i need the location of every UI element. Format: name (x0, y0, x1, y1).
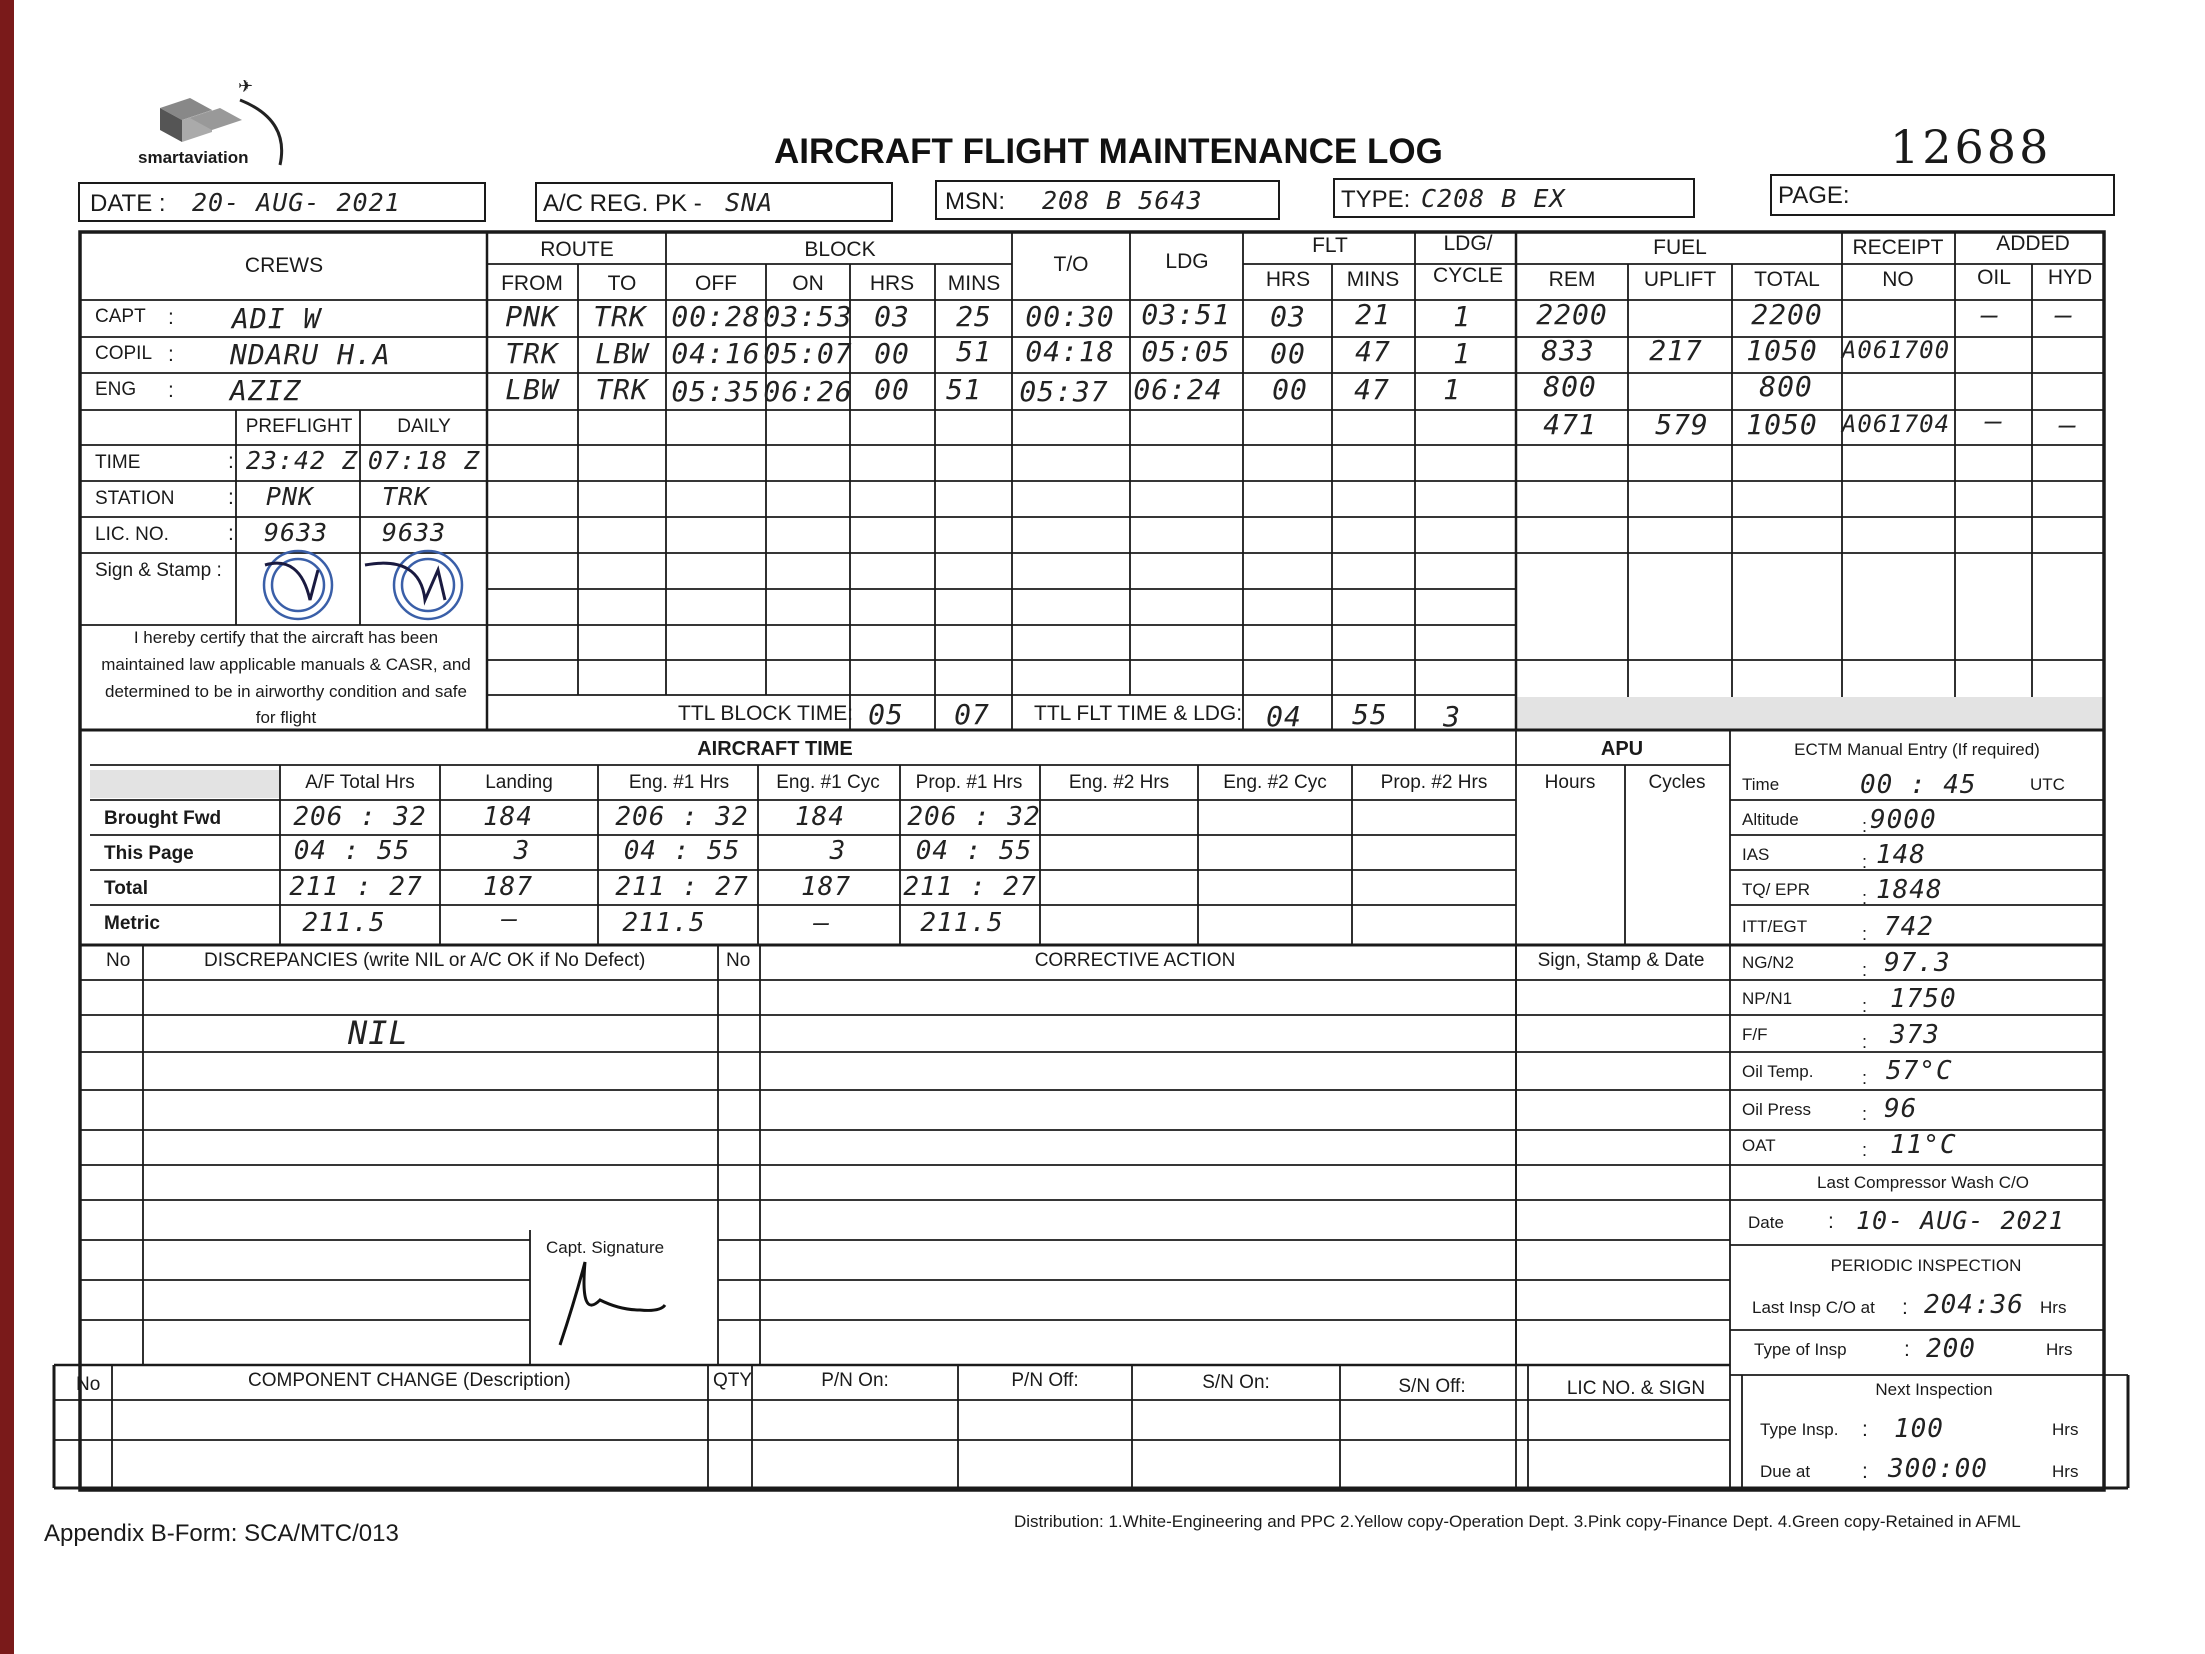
aircraft-time-title: AIRCRAFT TIME (697, 738, 853, 760)
compressor-date-colon: : (1828, 1210, 1834, 1233)
h-from: FROM (501, 272, 563, 295)
row2-hrs: 00 (874, 337, 910, 370)
crew-role-eng: ENG (95, 379, 137, 400)
compressor-date-label: Date (1748, 1213, 1784, 1232)
row2-from: TRK (505, 337, 559, 370)
ectm-value-time: 00 : 45 (1860, 770, 1977, 800)
type-insp-unit: Hrs (2046, 1340, 2073, 1359)
next-type-unit: Hrs (2052, 1420, 2079, 1439)
due-at-value: 300:00 (1888, 1454, 1988, 1484)
h-crews: CREWS (244, 254, 324, 277)
row3-from: LBW (505, 373, 559, 406)
next-type-value: 100 (1894, 1414, 1944, 1444)
svg-text:✈: ✈ (238, 80, 254, 96)
row1-off: 00:28 (671, 300, 761, 333)
row3-off: 05:35 (671, 375, 761, 408)
disc-no-label: No (106, 950, 131, 971)
row2-to: LBW (595, 337, 649, 370)
lic-preflight: 9633 (263, 518, 329, 547)
ectm-colons: : : : : : : : : : : (1862, 816, 1868, 1160)
tot-eng1-hrs: 211 : 27 (615, 872, 749, 902)
logo-text: smartaviation (138, 148, 249, 167)
corrective-title: CORRECTIVE ACTION (1034, 950, 1236, 971)
crew-colon-2: : (168, 343, 174, 366)
ectm-value-tq: 1848 (1876, 875, 1943, 905)
h-ldg-cycle-1: LDG/ (1443, 232, 1493, 255)
reg-label: A/C REG. PK - (543, 190, 702, 217)
row2-mins: 51 (956, 335, 992, 368)
apu-hours: Hours (1544, 772, 1596, 793)
ectm-label-oil-press: Oil Press (1742, 1100, 1811, 1119)
met-landing: – (501, 904, 519, 934)
comp-pn-off: P/N Off: (1011, 1370, 1079, 1391)
row1-t-o: 00:30 (1025, 300, 1115, 333)
certify-line-2: maintained law applicable manuals & CASR, and (101, 655, 471, 674)
due-at-colon: : (1862, 1460, 1868, 1483)
row3-hrs: 00 (874, 373, 910, 406)
crew-role-capt: CAPT (95, 306, 146, 327)
fuel4-oil: – (1985, 404, 2003, 437)
capt-signature-label: Capt. Signature (546, 1238, 665, 1257)
ectm-value-itt: 742 (1884, 912, 1934, 942)
fuel1-rem: 2200 (1536, 298, 1608, 331)
h-flt-hrs: HRS (1265, 268, 1311, 291)
ectm-label-altitude: Altitude (1742, 810, 1799, 829)
h-hyd: HYD (2047, 266, 2093, 289)
row2-off: 04:16 (671, 337, 761, 370)
msn-label: MSN: (945, 188, 1005, 215)
row2-ldg: 05:05 (1141, 335, 1231, 368)
row1-to: TRK (593, 300, 647, 333)
ttl-flt-mins: 55 (1352, 698, 1388, 731)
fuel4-receipt: A061704 (1841, 410, 1951, 438)
h-fuel: FUEL (1653, 236, 1707, 259)
colon-lic: : (228, 522, 234, 545)
row3-flt-mins: 47 (1354, 373, 1390, 406)
ectm-value-np: 1750 (1890, 984, 1957, 1014)
last-insp-value: 204:36 (1924, 1290, 2024, 1320)
h-uplift: UPLIFT (1643, 268, 1717, 291)
h-to-time: T/O (1053, 253, 1089, 276)
row1-on: 03:53 (763, 300, 853, 333)
form-title: AIRCRAFT FLIGHT MAINTENANCE LOG (774, 132, 1443, 171)
reg-value: SNA (725, 188, 774, 217)
next-type-label: Type Insp. (1760, 1420, 1839, 1439)
h-on: ON (792, 272, 824, 295)
comp-lic: LIC NO. & SIGN (1566, 1378, 1706, 1399)
fuel2-rem: 833 (1541, 334, 1595, 367)
ectm-unit-time: UTC (2030, 775, 2065, 794)
ectm-value-oil-press: 96 (1884, 1094, 1918, 1124)
ttl-block-mins: 07 (954, 698, 990, 731)
fuel4-hyd: – (2059, 408, 2077, 441)
row1-mins: 25 (956, 300, 992, 333)
row3-t-o: 05:37 (1019, 375, 1109, 408)
row-this-page: This Page (104, 843, 194, 864)
fuel2-total: 1050 (1746, 334, 1818, 367)
crew-colon-3: : (168, 379, 174, 402)
tot-prop1: 211 : 27 (903, 872, 1037, 902)
fuel1-oil: – (1981, 298, 1999, 331)
type-insp-label: Type of Insp (1754, 1340, 1847, 1359)
certify-line-3: determined to be in airworthy condition and safe (105, 682, 467, 701)
ttl-block-hrs: 05 (868, 698, 904, 731)
col-eng2-cyc: Eng. #2 Cyc (1223, 772, 1327, 793)
ttl-flt-label: TTL FLT TIME & LDG: (1034, 702, 1243, 725)
comp-qty: QTY (713, 1370, 753, 1391)
ectm-label-ias: IAS (1742, 845, 1770, 864)
h-flt-mins: MINS (1346, 268, 1400, 291)
compressor-date-value: 10- AUG- 2021 (1856, 1206, 2065, 1235)
bf-af: 206 : 32 (293, 802, 427, 832)
distribution-note: Distribution: 1.White-Engineering and PPC 2.Yellow copy-Operation Dept. 3.Pink copy-Finance Dept. 4.Green copy-Retained in AFML (1014, 1512, 2021, 1531)
tot-af: 211 : 27 (289, 872, 423, 902)
col-prop1-hrs: Prop. #1 Hrs (915, 772, 1023, 793)
sign-stamp-date-title: Sign, Stamp & Date (1537, 950, 1705, 971)
ttl-flt-hrs: 04 (1266, 700, 1302, 733)
time-label: TIME (95, 452, 141, 473)
ectm-label-ng: NG/N2 (1742, 953, 1794, 972)
row3-ldg: 06:24 (1133, 373, 1223, 406)
compressor-title: Last Compressor Wash C/O (1817, 1173, 2029, 1192)
colon-time: : (228, 450, 234, 473)
ectm-label-time: Time (1742, 775, 1780, 794)
row3-mins: 51 (946, 373, 982, 406)
ectm-label-tq: TQ/ EPR (1742, 880, 1811, 899)
h-receipt-no: NO (1882, 268, 1914, 291)
h-block: BLOCK (804, 238, 876, 261)
row1-from: PNK (505, 300, 559, 333)
comp-no-label: No (76, 1374, 101, 1395)
row-metric: Metric (104, 913, 160, 934)
ectm-label-np: NP/N1 (1742, 989, 1793, 1008)
col-eng2-hrs: Eng. #2 Hrs (1068, 772, 1170, 793)
type-insp-colon: : (1904, 1338, 1910, 1361)
fuel4-total: 1050 (1746, 408, 1818, 441)
col-prop2-hrs: Prop. #2 Hrs (1380, 772, 1488, 793)
row2-t-o: 04:18 (1025, 335, 1115, 368)
type-label: TYPE: (1341, 186, 1411, 213)
certify-line-1: I hereby certify that the aircraft has been (133, 628, 439, 647)
comp-pn-on: P/N On: (821, 1370, 889, 1391)
tot-landing: 187 (483, 872, 533, 902)
last-insp-colon: : (1902, 1296, 1908, 1319)
last-insp-unit: Hrs (2040, 1298, 2067, 1317)
sign-label: Sign & Stamp : (95, 560, 222, 581)
type-insp-value: 200 (1926, 1334, 1976, 1364)
fuel3-total: 800 (1759, 370, 1813, 403)
station-label: STATION (95, 488, 175, 509)
crew-role-copil: COPIL (95, 343, 153, 364)
h-hrs: HRS (869, 272, 915, 295)
col-eng1-cyc: Eng. #1 Cyc (776, 772, 880, 793)
ectm-label-oat: OAT (1742, 1136, 1776, 1155)
h-total: TOTAL (1754, 268, 1820, 291)
fuel2-receipt: A061700 (1841, 336, 1951, 364)
h-flt: FLT (1312, 234, 1348, 257)
row-total: Total (104, 878, 148, 899)
h-ldg-cycle-2: CYCLE (1432, 264, 1504, 287)
row3-cycle: 1 (1443, 373, 1461, 406)
ectm-label-oil-temp: Oil Temp. (1742, 1062, 1814, 1081)
tp-eng1-cyc: 3 (829, 836, 847, 866)
appendix-label: Appendix B-Form: SCA/MTC/013 (44, 1520, 399, 1547)
station-preflight: PNK (265, 482, 315, 511)
h-daily: DAILY (397, 416, 451, 437)
fuel3-rem: 800 (1543, 370, 1597, 403)
h-receipt: RECEIPT (1852, 236, 1944, 259)
date-label: DATE : (90, 190, 166, 217)
ectm-title: ECTM Manual Entry (If required) (1794, 740, 2040, 759)
comp-title: COMPONENT CHANGE (Description) (248, 1370, 571, 1391)
bf-landing: 184 (483, 802, 533, 832)
type-value: C208 B EX (1421, 184, 1566, 213)
tp-landing: 3 (513, 836, 531, 866)
sign-stamps (264, 551, 462, 619)
comp-sn-on: S/N On: (1202, 1372, 1270, 1393)
h-ldg: LDG (1165, 250, 1209, 273)
col-af-total: A/F Total Hrs (305, 772, 415, 793)
ttl-block-label: TTL BLOCK TIME: (678, 702, 854, 725)
row1-cycle: 1 (1453, 300, 1471, 333)
row3-flt-hrs: 00 (1272, 373, 1308, 406)
fuel2-uplift: 217 (1649, 334, 1703, 367)
row3-to: TRK (595, 373, 649, 406)
periodic-title: PERIODIC INSPECTION (1830, 1256, 2022, 1275)
msn-value: 208 B 5643 (1042, 186, 1203, 215)
lic-daily: 9633 (381, 518, 447, 547)
fuel1-total: 2200 (1751, 298, 1823, 331)
disc-title: DISCREPANCIES (write NIL or A/C OK if No Defect) (204, 950, 646, 971)
next-insp-title: Next Inspection (1875, 1380, 1993, 1399)
ttl-ldg: 3 (1443, 700, 1461, 733)
disc-entry: NIL (348, 1014, 409, 1052)
time-daily: 07:18 Z (367, 446, 481, 475)
bf-eng1-hrs: 206 : 32 (615, 802, 749, 832)
row2-on: 05:07 (763, 337, 853, 370)
fuel4-rem: 471 (1543, 408, 1597, 441)
tot-eng1-cyc: 187 (801, 872, 851, 902)
bf-eng1-cyc: 184 (795, 802, 845, 832)
fuel1-hyd: – (2055, 298, 2073, 331)
ectm-value-oat: 11°C (1890, 1130, 1957, 1160)
row1-ldg: 03:51 (1141, 298, 1231, 331)
apu-title: APU (1600, 738, 1644, 760)
apu-cycles: Cycles (1648, 772, 1706, 793)
row2-cycle: 1 (1453, 337, 1471, 370)
h-off: OFF (695, 272, 737, 295)
col-eng1-hrs: Eng. #1 Hrs (628, 772, 730, 793)
time-preflight: 23:42 Z (245, 446, 359, 475)
lic-label: LIC. NO. (95, 524, 169, 545)
met-prop1: 211.5 (920, 908, 1004, 938)
row1-flt-mins: 21 (1355, 298, 1391, 331)
h-mins: MINS (947, 272, 1001, 295)
h-rem: REM (1548, 268, 1596, 291)
ectm-label-ff: F/F (1742, 1025, 1768, 1044)
ectm-value-oil-temp: 57°C (1886, 1056, 1953, 1086)
crew-name-eng: AZIZ (230, 374, 302, 407)
ectm-value-ff: 373 (1890, 1020, 1940, 1050)
h-added: ADDED (1996, 232, 2070, 255)
page-label: PAGE: (1778, 182, 1850, 209)
fuel4-uplift: 579 (1655, 408, 1709, 441)
serial-number: 12688 (1890, 120, 2052, 174)
colon-station: : (228, 486, 234, 509)
h-preflight: PREFLIGHT (245, 416, 353, 437)
certify-line-4: for flight (255, 708, 317, 727)
station-daily: TRK (381, 482, 431, 511)
ectm-value-ng: 97.3 (1884, 948, 1951, 978)
met-eng1-hrs: 211.5 (622, 908, 706, 938)
h-to: TO (607, 272, 637, 295)
date-value: 20- AUG- 2021 (192, 188, 401, 217)
due-at-unit: Hrs (2052, 1462, 2079, 1481)
tp-prop1: 04 : 55 (915, 836, 1033, 866)
ectm-value-altitude: 9000 (1870, 805, 1937, 835)
tp-eng1-hrs: 04 : 55 (623, 836, 741, 866)
row3-on: 06:26 (763, 375, 853, 408)
tp-af: 04 : 55 (293, 836, 411, 866)
crew-name-copil: NDARU H.A (230, 338, 391, 371)
bf-prop1: 206 : 32 (907, 802, 1041, 832)
row2-flt-mins: 47 (1355, 335, 1391, 368)
crew-name-capt: ADI W (232, 302, 322, 335)
h-route: ROUTE (540, 238, 614, 261)
capt-signature-mark (560, 1262, 665, 1345)
met-eng1-cyc: – (813, 908, 831, 938)
row2-flt-hrs: 00 (1270, 337, 1306, 370)
crew-colon-1: : (168, 306, 174, 329)
comp-sn-off: S/N Off: (1398, 1376, 1466, 1397)
h-oil: OIL (1977, 266, 2011, 289)
met-af: 211.5 (302, 908, 386, 938)
corr-no-label: No (726, 950, 751, 971)
next-type-colon: : (1862, 1418, 1868, 1441)
ectm-value-ias: 148 (1876, 840, 1926, 870)
last-insp-label: Last Insp C/O at (1752, 1298, 1875, 1317)
row1-hrs: 03 (874, 300, 910, 333)
row1-flt-hrs: 03 (1270, 300, 1306, 333)
col-landing: Landing (485, 772, 553, 793)
ectm-label-itt: ITT/EGT (1742, 917, 1808, 936)
due-at-label: Due at (1760, 1462, 1811, 1481)
row-brought-fwd: Brought Fwd (104, 808, 222, 829)
